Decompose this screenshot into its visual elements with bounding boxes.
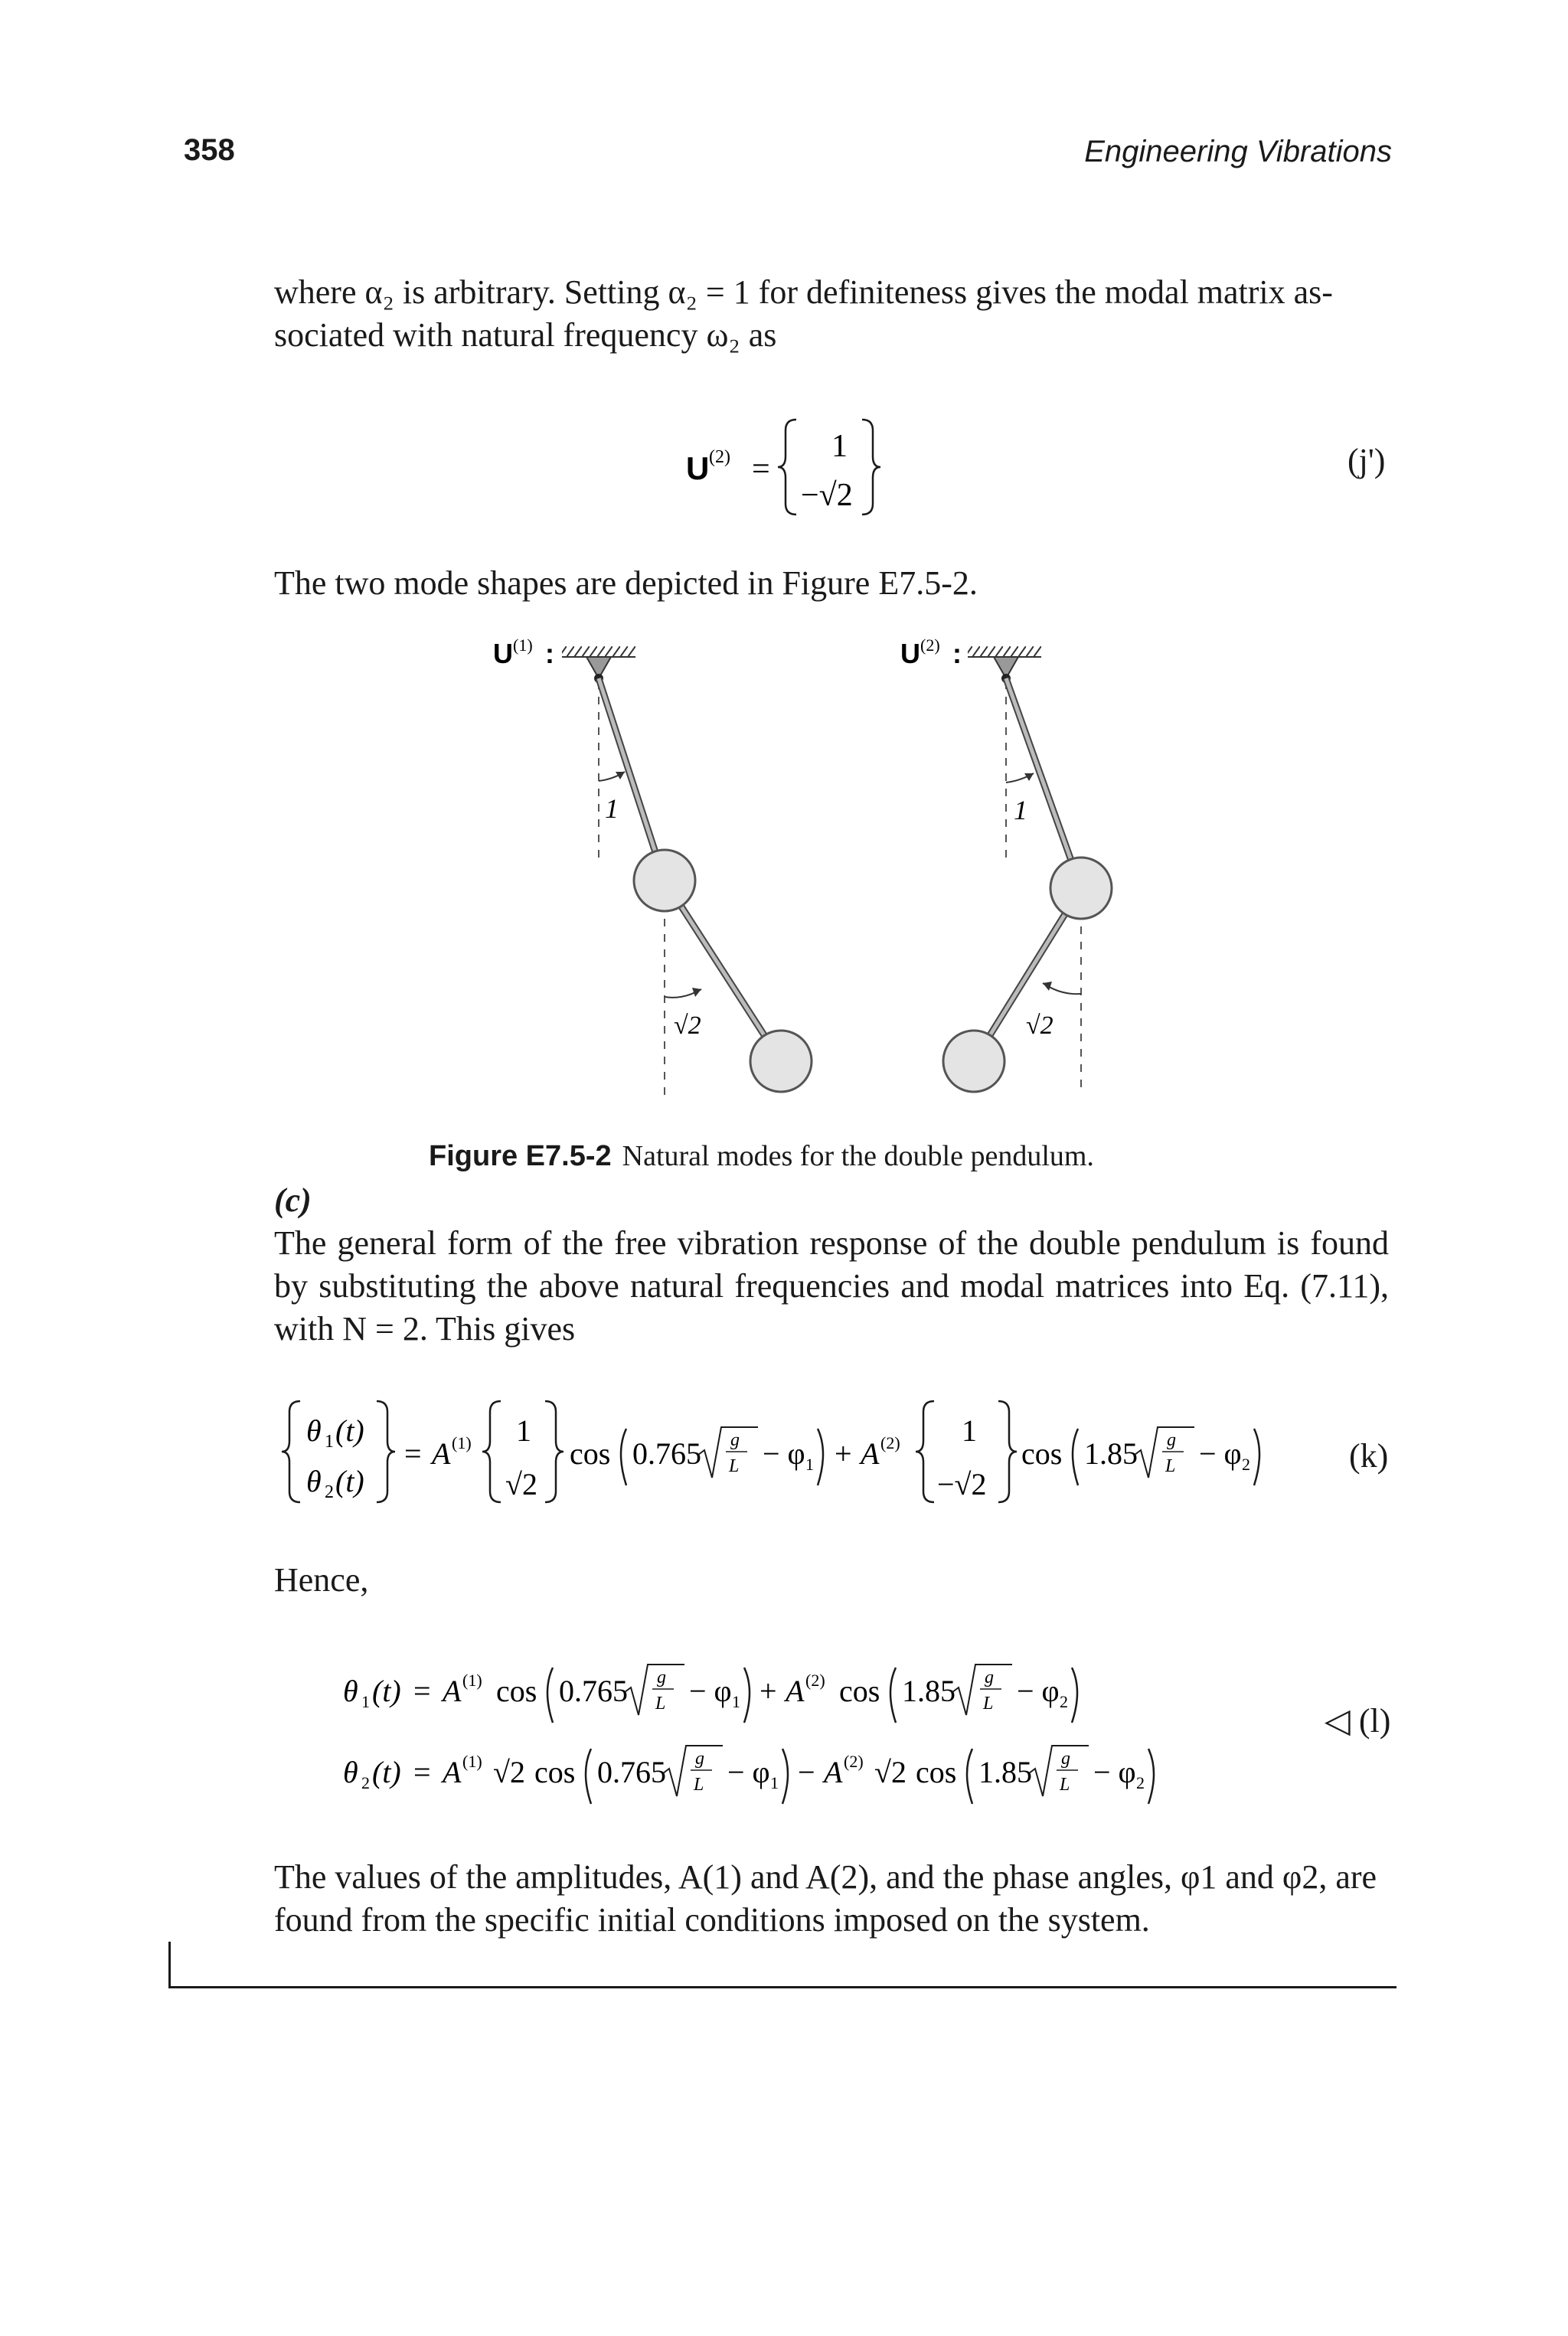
svg-text:(2): (2)	[805, 1671, 825, 1690]
svg-text:=: =	[404, 1436, 422, 1471]
svg-text:0.765: 0.765	[597, 1755, 666, 1789]
equation-k	[279, 1393, 1335, 1516]
svg-text:(2): (2)	[880, 1433, 900, 1452]
svg-text:− φ: − φ	[1199, 1436, 1242, 1471]
svg-text:2: 2	[361, 1773, 370, 1792]
mode2-colon: :	[952, 638, 962, 669]
svg-text:A: A	[443, 1674, 462, 1708]
svg-text:1: 1	[361, 1692, 370, 1711]
equation-label-j: (j')	[1348, 442, 1386, 479]
example-end-rule-horizontal	[168, 1986, 1396, 1988]
svg-text:L: L	[1060, 1775, 1070, 1795]
svg-text:θ: θ	[343, 1755, 358, 1789]
mode1-upper-angle-label: 1	[605, 793, 619, 824]
svg-text:√2: √2	[874, 1755, 906, 1789]
right-brace	[862, 420, 880, 515]
svg-text:θ: θ	[343, 1674, 358, 1708]
svg-text:− φ: − φ	[727, 1755, 770, 1789]
svg-text:2: 2	[1242, 1455, 1250, 1474]
equation-l-graphic	[337, 1646, 1271, 1815]
svg-text:−: −	[798, 1755, 815, 1789]
svg-text:A: A	[824, 1755, 843, 1789]
figure-caption	[429, 1139, 1094, 1173]
section-marker-c: (c)	[274, 1181, 312, 1219]
svg-text:+: +	[760, 1674, 777, 1708]
svg-text:L: L	[694, 1775, 704, 1795]
svg-text:(2): (2)	[844, 1752, 864, 1771]
caption-text: Natural modes for the double pendulum.	[622, 1140, 1094, 1172]
equation-label-l: ◁ (l)	[1325, 1702, 1391, 1740]
paragraph-modal-intro	[274, 271, 1389, 357]
mode1-lower-mass	[750, 1031, 812, 1092]
mode-shapes-diagram	[459, 635, 1148, 1141]
page-number: 358	[184, 133, 235, 167]
amplitude-2: A	[861, 1436, 880, 1471]
vec2-top: 1	[962, 1413, 977, 1448]
paragraph-line: where α₂ is arbitrary. Setting α₂ = 1 for definiteness gives the modal matrix as-	[274, 273, 1333, 311]
modal-vector-symbol: U	[686, 450, 710, 486]
svg-text:cos: cos	[496, 1674, 537, 1708]
svg-text:− φ: − φ	[1093, 1755, 1136, 1789]
svg-text:(t): (t)	[372, 1674, 401, 1708]
svg-text:+: +	[835, 1436, 852, 1471]
svg-text:g: g	[730, 1430, 740, 1450]
equation-j-prime-graphic	[681, 413, 988, 521]
svg-text:=: =	[413, 1674, 431, 1708]
mode1-ceiling-hatch	[562, 646, 635, 657]
svg-text:1: 1	[732, 1692, 740, 1711]
mode1-lower-angle-label: √2	[674, 1011, 701, 1040]
svg-text:cos: cos	[916, 1755, 957, 1789]
running-title: Engineering Vibrations	[1084, 135, 1392, 168]
svg-text:L: L	[655, 1694, 666, 1714]
svg-text:L: L	[729, 1456, 740, 1476]
hence-text: Hence,	[274, 1561, 369, 1599]
svg-text:A: A	[443, 1755, 462, 1789]
modal-vector-superscript: (2)	[709, 447, 730, 467]
equals-sign: =	[752, 452, 770, 487]
svg-text:1: 1	[805, 1455, 814, 1474]
paragraph-line: The values of the amplitudes, A(1) and A(2), and the phase angles, φ1 and φ2, are	[274, 1858, 1377, 1896]
mode2-lower-mass	[943, 1031, 1004, 1092]
svg-text:2: 2	[325, 1482, 334, 1502]
paragraph-general-form: The general form of the free vibration response of the double pendulum is found by substituting the above natural frequencies and modal matrices into Eq. (7.11), with N = 2. This gives	[274, 1224, 1389, 1348]
svg-text:g: g	[1061, 1749, 1070, 1769]
vector-bottom-entry: −√2	[801, 478, 853, 513]
svg-text:g: g	[657, 1668, 666, 1687]
coefficient-1: 0.765	[632, 1436, 701, 1471]
vector-top-entry: 1	[831, 429, 848, 464]
mode2-label: U	[900, 638, 920, 669]
mode1-label: U	[493, 638, 513, 669]
svg-text:(1): (1)	[462, 1671, 482, 1690]
coefficient-2: 1.85	[1084, 1436, 1138, 1471]
equation-label-k: (k)	[1349, 1437, 1389, 1475]
example-end-rule-vertical	[168, 1942, 171, 1988]
mode1-superscript: (1)	[513, 635, 533, 655]
svg-text:(1): (1)	[452, 1433, 472, 1452]
amplitude-1: A	[432, 1436, 451, 1471]
mode2-upper-mass	[1050, 858, 1112, 919]
svg-text:1: 1	[770, 1773, 779, 1792]
paragraph-line: sociated with natural frequency ω₂ as	[274, 316, 777, 354]
caption-label: Figure E7.5-2	[429, 1140, 612, 1172]
svg-text:cos: cos	[534, 1755, 576, 1789]
svg-text:− φ: − φ	[689, 1674, 732, 1708]
mode1-upper-mass	[634, 850, 695, 911]
svg-text:(t): (t)	[372, 1755, 401, 1789]
mode1-colon: :	[545, 638, 554, 669]
mode2-lower-angle-label: √2	[1026, 1011, 1054, 1040]
svg-text:1.85: 1.85	[978, 1755, 1032, 1789]
svg-text:L: L	[1165, 1456, 1176, 1476]
svg-text:g: g	[985, 1668, 994, 1687]
paragraph-amplitudes	[274, 1856, 1389, 1942]
svg-text:(t): (t)	[335, 1413, 364, 1448]
paragraph-figure-ref: The two mode shapes are depicted in Figure E7.5-2.	[274, 564, 978, 602]
left-brace	[778, 420, 796, 515]
svg-text:=: =	[413, 1755, 431, 1789]
vec1-top: 1	[516, 1413, 531, 1448]
figure-mode-shapes	[459, 635, 1148, 1141]
svg-text:cos: cos	[839, 1674, 880, 1708]
mode2-ceiling-hatch	[968, 646, 1041, 657]
svg-text:(t): (t)	[335, 1464, 364, 1498]
theta2-symbol: θ	[306, 1464, 322, 1498]
svg-text:√2: √2	[493, 1755, 525, 1789]
svg-text:2: 2	[1136, 1773, 1145, 1792]
svg-text:L: L	[983, 1694, 994, 1714]
equation-j-prime	[681, 413, 988, 521]
svg-text:1: 1	[325, 1432, 334, 1452]
svg-text:A: A	[786, 1674, 805, 1708]
mode2-upper-angle-label: 1	[1014, 795, 1027, 825]
svg-text:g: g	[1167, 1430, 1176, 1450]
vec1-bottom: √2	[505, 1467, 537, 1501]
theta1-symbol: θ	[306, 1413, 322, 1448]
svg-text:0.765: 0.765	[559, 1674, 628, 1708]
svg-text:cos: cos	[570, 1436, 611, 1471]
equation-l	[337, 1646, 1271, 1815]
paragraph-line: found from the specific initial conditions imposed on the system.	[274, 1901, 1150, 1939]
svg-text:g: g	[695, 1749, 704, 1769]
svg-text:1.85: 1.85	[902, 1674, 956, 1708]
svg-text:(1): (1)	[462, 1752, 482, 1771]
svg-text:2: 2	[1060, 1692, 1068, 1711]
vec2-bottom: −√2	[937, 1467, 987, 1501]
svg-text:− φ: − φ	[1017, 1674, 1060, 1708]
equation-k-graphic	[279, 1393, 1335, 1516]
svg-text:− φ: − φ	[763, 1436, 805, 1471]
svg-text:cos: cos	[1021, 1436, 1063, 1471]
mode2-superscript: (2)	[920, 635, 940, 655]
